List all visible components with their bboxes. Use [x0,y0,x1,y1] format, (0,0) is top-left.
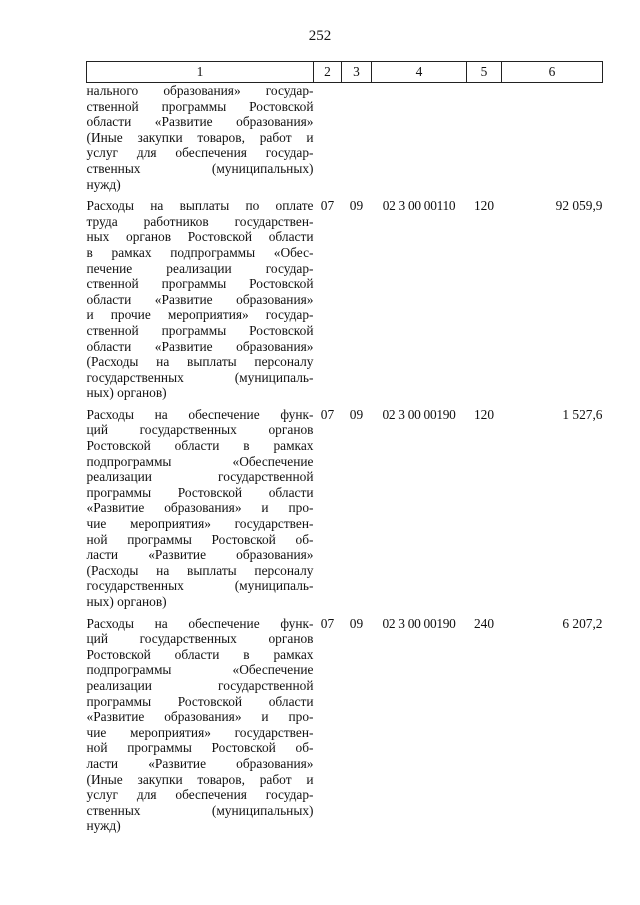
description-line: ной программы Ростовской об- [86,740,314,756]
description-line: государственных (муниципаль- [86,369,314,385]
amount: 92 059,9 [555,198,603,214]
description-line: ласти «Развитие образования» [86,547,314,563]
expense-type-code: 120 [473,406,495,422]
target-article-code: 02 3 00 00190 [382,615,456,631]
budget-table [86,61,603,840]
description-line: ственных (муниципальных) [86,802,314,818]
description-line: нужд) [86,818,121,834]
description-line: печение реализации государ- [86,260,314,276]
column-header: 6 [502,62,603,83]
table-row [87,198,603,407]
description-line: Ростовской области в рамках [86,438,314,454]
page-number: 252 [308,28,332,44]
description-line: (Расходы на выплаты персоналу [86,354,314,370]
target-article-code: 02 3 00 00110 [382,198,456,214]
description-line: и прочие мероприятия» государ- [86,307,314,323]
subsection-code: 09 [349,615,364,631]
target-article-code [372,83,467,199]
description-line: (Иные закупки товаров, работ и [86,129,314,145]
expense-type-code: 240 [473,615,495,631]
description-line: нального образования» государ- [86,83,314,98]
section-code: 07 [320,615,335,631]
description-line: ственной программы Ростовской [86,322,314,338]
description-line: Расходы на обеспечение функ- [86,406,314,422]
description-line: ной программы Ростовской об- [86,531,314,547]
description-line: услуг для обеспечения государ- [86,145,314,161]
description-line: (Иные закупки товаров, работ и [86,771,314,787]
description-line: реализации государственной [86,677,314,693]
description-line: области «Развитие образования» [86,338,314,354]
description-line: области «Развитие образования» [86,291,314,307]
description-line: в рамках подпрограммы «Обес- [86,244,314,260]
row-description [87,83,314,199]
description-line: (Расходы на выплаты персоналу [86,562,314,578]
table-header-row [87,62,603,83]
row-description [87,616,314,840]
target-article-code: 02 3 00 00190 [382,406,456,422]
description-line: ных) органов) [86,594,167,609]
description-line: подпрограммы «Обеспечение [86,453,314,469]
column-header: 3 [342,62,372,83]
description-line: программы Ростовской области [86,693,314,709]
description-line: нужд) [86,176,121,192]
description-line: Расходы на выплаты по оплате [86,198,314,214]
description-line: «Развитие образования» и про- [86,709,314,725]
row-description [87,407,314,616]
description-line: ственной программы Ростовской [86,98,314,114]
description-line: области «Развитие образования» [86,114,314,130]
description-line: ственных (муниципальных) [86,160,314,176]
column-header: 4 [372,62,467,83]
description-line: ных органов Ростовской области [86,229,314,245]
table-row [87,83,603,199]
description-line: труда работников государствен- [86,213,314,229]
description-line: программы Ростовской области [86,484,314,500]
section-code: 07 [320,198,335,214]
section-code [314,83,342,199]
description-line: государственных (муниципаль- [86,578,314,594]
row-description [87,198,314,407]
description-line: чие мероприятия» государствен- [86,516,314,532]
subsection-code [342,83,372,199]
description-line: ных) органов) [86,385,167,401]
subsection-code: 09 [349,406,364,422]
table-row [87,616,603,840]
description-line: ций государственных органов [86,422,314,438]
column-header: 5 [467,62,502,83]
description-line: чие мероприятия» государствен- [86,724,314,740]
column-header: 1 [87,62,314,83]
expense-type-code: 120 [473,198,495,214]
description-line: реализации государственной [86,469,314,485]
description-line: ласти «Развитие образования» [86,755,314,771]
description-line: ций государственных органов [86,631,314,647]
section-code: 07 [320,406,335,422]
amount: 6 207,2 [562,615,603,631]
table-body [87,83,603,840]
description-line: «Развитие образования» и про- [86,500,314,516]
description-line: подпрограммы «Обеспечение [86,662,314,678]
subsection-code: 09 [349,198,364,214]
description-line: Ростовской области в рамках [86,646,314,662]
description-line: услуг для обеспечения государ- [86,787,314,803]
description-line: ственной программы Ростовской [86,276,314,292]
column-header: 2 [314,62,342,83]
expense-type-code [467,83,502,199]
table-row [87,407,603,616]
amount [502,83,603,199]
amount: 1 527,6 [562,406,603,422]
description-line: Расходы на обеспечение функ- [86,615,314,631]
